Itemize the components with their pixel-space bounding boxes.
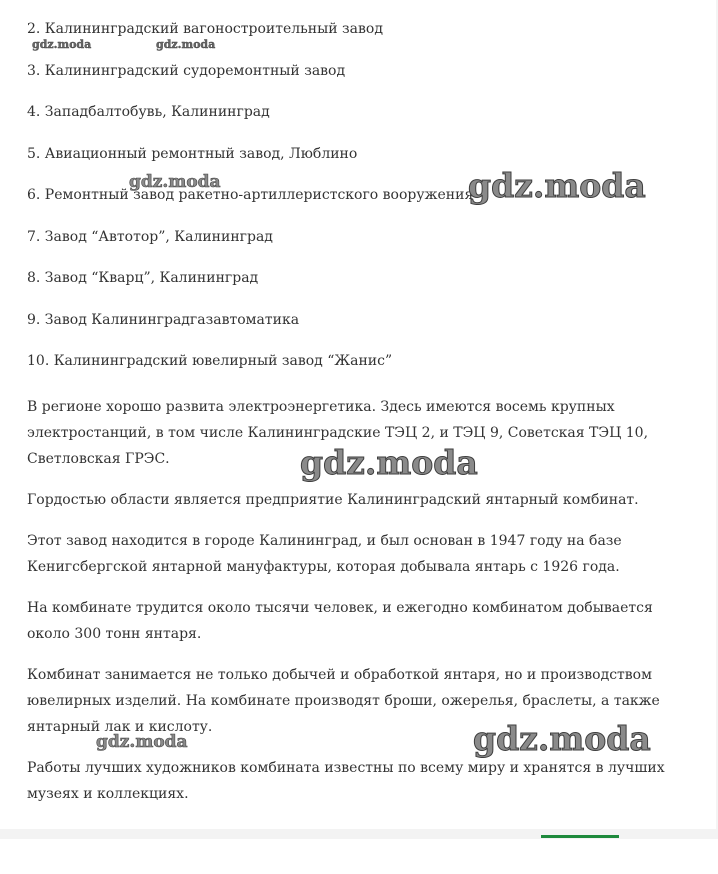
list-item: 4. Западбалтобувь, Калининград <box>27 104 270 120</box>
article-body <box>27 18 697 822</box>
paragraph: В регионе хорошо развита электроэнергетика. Здесь имеются восемь крупных электростанций, в том числе Калининградские ТЭЦ 2, и ТЭЦ 9, Советская ТЭЦ 10, Светловская ГРЭС. <box>27 399 649 467</box>
list-item: 3. Калининградский судоремонтный завод <box>27 62 346 79</box>
watermark-text: gdz.moda <box>300 443 478 482</box>
watermark-text: gdz.moda <box>468 166 646 205</box>
watermark-text: gdz.moda <box>129 172 221 192</box>
list-item: 9. Завод Калининградгазавтоматика <box>27 311 300 328</box>
list-item: 5. Авиационный ремонтный завод, Люблино <box>27 145 358 162</box>
list-item: 8. Завод “Кварц”, Калининград <box>27 270 259 286</box>
list-item: 6. Ремонтный завод ракетно-артиллеристского вооружения <box>27 187 474 203</box>
paragraph: Комбинат занимается не только добычей и обработкой янтаря, но и производством ювелирных изделий. На комбинате производят броши, ожерелья, браслеты, а также янтарный лак и кислоту. <box>27 667 660 735</box>
paragraph: На комбинате трудится около тысячи человек, и ежегодно комбинатом добывается около 300 тонн янтаря. <box>27 600 653 642</box>
footer-accent-line <box>541 835 619 838</box>
watermark-text: gdz.moda <box>473 719 651 758</box>
paragraph: Гордостью области является предприятие Калининградский янтарный комбинат. <box>27 492 639 508</box>
paragraph: Этот завод находится в городе Калининград, и был основан в 1947 году на базе Кенигсбергской янтарной мануфактуры, которая добывала янтарь с 1926 года. <box>27 533 622 575</box>
list-item: 2. Калининградский вагоностроительный завод <box>27 21 383 37</box>
watermark-text: gdz.moda <box>32 38 92 51</box>
watermark-text: gdz.moda <box>96 732 188 752</box>
list-item: 10. Калининградский ювелирный завод “Жанис” <box>27 353 393 369</box>
watermark-text: gdz.moda <box>156 38 216 51</box>
paragraph: Работы лучших художников комбината известны по всему миру и хранятся в лучших музеях и коллекциях. <box>27 760 665 802</box>
list-item: 7. Завод “Автотор”, Калининград <box>27 228 273 245</box>
